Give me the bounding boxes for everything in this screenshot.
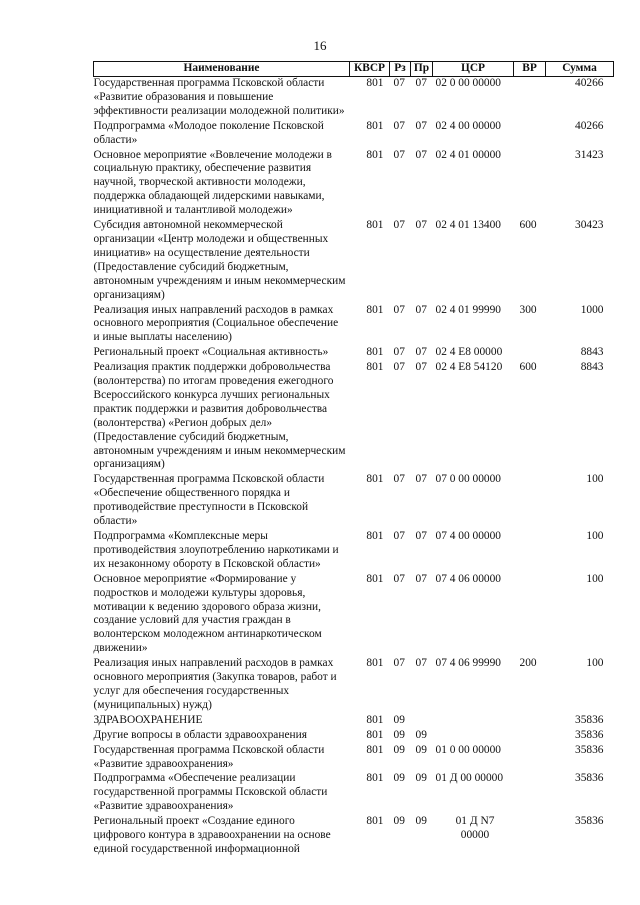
cell-vr: 200: [519, 657, 537, 670]
table-row: [94, 360, 614, 472]
cell-name: Подпрограмма «Комплексные меры противодействия злоупотреблению наркотиками и их незаконному обороту в Псковской области»: [93, 530, 339, 570]
cell-csr: 07 4 06 00000: [435, 572, 501, 585]
cell-name: Реализация иных направлений расходов в рамках основного мероприятия (Закупка товаров, работ и услуг для обеспечения государственных (муниципальных) нужд): [93, 657, 337, 711]
cell-pr: 07: [415, 473, 427, 486]
cell-name: Региональный проект «Создание единого цифрового контура в здравоохранении на основе единой государственной информационной: [93, 815, 331, 855]
cell-pr: [411, 713, 433, 728]
cell-sum: 100: [586, 473, 604, 486]
cell-kvsr: 801: [366, 728, 384, 741]
cell-sum: 1000: [580, 303, 604, 316]
cell-rz: 07: [393, 346, 405, 359]
cell-name: Основное мероприятие «Формирование у подростков и молодежи культуры здоровья, мотивации к ведению здорового образа жизни, создание условий для участия граждан в волонтерском молодежном антинаркотическом движении»: [93, 572, 322, 655]
cell-pr: 09: [415, 772, 427, 785]
cell-kvsr: 801: [366, 361, 384, 374]
table-row: [94, 218, 614, 302]
cell-sum: 8843: [580, 361, 604, 374]
budget-table: [93, 61, 614, 857]
table-row: [94, 148, 614, 219]
cell-sum: 30423: [575, 219, 604, 232]
cell-sum: 35836: [575, 728, 604, 741]
cell-sum: 100: [586, 572, 604, 585]
cell-pr: 07: [415, 303, 427, 316]
cell-sum: 35836: [575, 713, 604, 726]
cell-rz: 07: [393, 657, 405, 670]
cell-vr: [514, 713, 546, 728]
cell-kvsr: 801: [366, 148, 384, 161]
cell-kvsr: 801: [366, 303, 384, 316]
cell-pr: 07: [415, 77, 427, 89]
cell-csr: 02 4 01 99990: [435, 303, 501, 316]
cell-pr: 07: [415, 572, 427, 585]
cell-csr: 02 4 00 00000: [435, 119, 501, 132]
cell-csr: 07 0 00 00000: [435, 473, 501, 486]
cell-sum: 31423: [575, 148, 604, 161]
cell-kvsr: 801: [366, 473, 384, 486]
cell-csr: 01 Д 00 00000: [435, 772, 504, 785]
header-name: Наименование: [94, 62, 350, 77]
cell-name: Государственная программа Псковской области «Развитие здравоохранения»: [93, 743, 325, 770]
cell-name: Подпрограмма «Обеспечение реализации государственной программы Псковской области «Развитие здравоохранения»: [93, 772, 328, 813]
cell-vr: [514, 529, 546, 572]
table-row: [94, 345, 614, 360]
cell-sum: 35836: [575, 743, 604, 756]
cell-csr: 02 4 E8 54120: [435, 361, 503, 374]
cell-vr: [514, 743, 546, 772]
table-row: [94, 472, 614, 529]
cell-name: ЗДРАВООХРАНЕНИЕ: [93, 713, 203, 726]
cell-vr: [514, 148, 546, 219]
cell-rz: 07: [393, 473, 405, 486]
cell-vr: [514, 572, 546, 656]
cell-vr: [514, 814, 546, 857]
header-pr: Пр: [411, 62, 433, 77]
table-row: [94, 656, 614, 713]
cell-kvsr: 801: [366, 77, 384, 89]
header-rz: Рз: [390, 62, 411, 77]
table-body: [94, 77, 614, 857]
table-row: [94, 743, 614, 772]
cell-pr: 09: [415, 815, 427, 828]
cell-rz: 07: [393, 119, 405, 132]
cell-sum: 40266: [575, 77, 604, 89]
cell-pr: 07: [415, 346, 427, 359]
cell-kvsr: 801: [366, 657, 384, 670]
header-vr: ВР: [514, 62, 546, 77]
cell-pr: 07: [415, 530, 427, 542]
cell-rz: 07: [393, 219, 405, 232]
cell-csr: [433, 728, 514, 743]
cell-csr: [433, 713, 514, 728]
cell-csr: 01 0 00 00000: [435, 743, 501, 756]
cell-vr: [514, 728, 546, 743]
cell-pr: 09: [415, 743, 427, 756]
cell-vr: [514, 345, 546, 360]
page-number: 16: [313, 38, 327, 53]
table-row: [94, 119, 614, 148]
cell-name: Региональный проект «Социальная активность»: [93, 346, 329, 359]
budget-table-container: [93, 61, 613, 857]
cell-sum: 100: [586, 657, 604, 670]
cell-kvsr: 801: [366, 219, 384, 232]
cell-csr: 07 4 06 99990: [435, 657, 501, 670]
cell-pr: 07: [415, 148, 427, 161]
cell-csr: 02 0 00 00000: [435, 77, 501, 89]
table-row: [94, 713, 614, 728]
cell-kvsr: 801: [366, 530, 384, 542]
cell-rz: 09: [393, 743, 405, 756]
cell-pr: 07: [415, 219, 427, 232]
cell-name: Реализация иных направлений расходов в рамках основного мероприятия (Социальное обеспечение и иные выплаты населению): [93, 303, 339, 344]
cell-kvsr: 801: [366, 743, 384, 756]
table-row: [94, 771, 614, 814]
cell-name: Государственная программа Псковской области «Обеспечение общественного порядка и противодействие преступности в Псковской области»: [93, 473, 325, 528]
table-row: [94, 303, 614, 346]
cell-sum: 8843: [580, 346, 604, 359]
cell-pr: 07: [415, 119, 427, 132]
cell-csr: 02 4 01 13400: [435, 219, 501, 232]
cell-pr: 07: [415, 657, 427, 670]
cell-rz: 07: [393, 303, 405, 316]
cell-rz: 09: [393, 728, 405, 741]
header-sum: Сумма: [546, 62, 614, 77]
cell-csr: 02 4 01 00000: [435, 148, 501, 161]
cell-rz: 07: [393, 572, 405, 585]
cell-csr: 07 4 00 00000: [435, 530, 501, 542]
cell-vr: 300: [519, 303, 537, 316]
table-header-row: [94, 62, 614, 77]
cell-csr: 01 Д N7 00000: [455, 815, 495, 842]
cell-kvsr: 801: [366, 772, 384, 785]
cell-rz: 09: [393, 772, 405, 785]
cell-kvsr: 801: [366, 119, 384, 132]
cell-vr: [514, 77, 546, 119]
cell-vr: [514, 119, 546, 148]
cell-kvsr: 801: [366, 346, 384, 359]
cell-name: Подпрограмма «Молодое поколение Псковской области»: [93, 119, 324, 146]
header-csr: ЦСР: [433, 62, 514, 77]
cell-name: Государственная программа Псковской области «Развитие образования и повышение эффективности реализации молодежной политики»: [93, 77, 345, 117]
cell-pr: 09: [415, 728, 427, 741]
cell-kvsr: 801: [366, 572, 384, 585]
cell-name: Другие вопросы в области здравоохранения: [93, 728, 307, 741]
cell-sum: 35836: [575, 772, 604, 785]
cell-vr: 600: [519, 219, 537, 232]
cell-sum: 35836: [575, 815, 604, 828]
table-row: [94, 572, 614, 656]
cell-kvsr: 801: [366, 815, 384, 828]
table-row: [94, 529, 614, 572]
cell-kvsr: 801: [366, 713, 384, 726]
cell-rz: 07: [393, 77, 405, 89]
cell-vr: 600: [519, 361, 537, 374]
cell-vr: [514, 771, 546, 814]
table-row: [94, 77, 614, 119]
cell-rz: 07: [393, 530, 405, 542]
table-row: [94, 728, 614, 743]
cell-name: Реализация практик поддержки добровольчества (волонтерства) по итогам проведения ежегодного Всероссийского конкурса лучших региональных практик поддержки и развития добровольчества (волонтерства) «Регион добрых дел» (Предоставление субсидий бюджетным, автономным учреждениям и иным некоммерческим организациям): [93, 361, 346, 471]
header-kvsr: КВСР: [350, 62, 390, 77]
cell-rz: 09: [393, 815, 405, 828]
cell-name: Субсидия автономной некоммерческой организации «Центр молодежи и общественных инициатив» на осуществление деятельности (Предоставление субсидий бюджетным, автономным учреждениям и иным некоммерческим организациям): [93, 219, 346, 301]
cell-sum: 100: [586, 530, 604, 542]
cell-rz: 07: [393, 361, 405, 374]
cell-rz: 09: [393, 713, 405, 726]
cell-rz: 07: [393, 148, 405, 161]
cell-pr: 07: [415, 361, 427, 374]
cell-name: Основное мероприятие «Вовлечение молодежи в социальную практику, обеспечение развития научной, творческой активности молодежи, поддержка обладающей лидерскими навыками, инициативной и талантливой молодежи»: [93, 148, 332, 217]
cell-vr: [514, 472, 546, 529]
table-row: [94, 814, 614, 857]
cell-csr: 02 4 E8 00000: [435, 346, 503, 359]
cell-sum: 40266: [575, 119, 604, 132]
